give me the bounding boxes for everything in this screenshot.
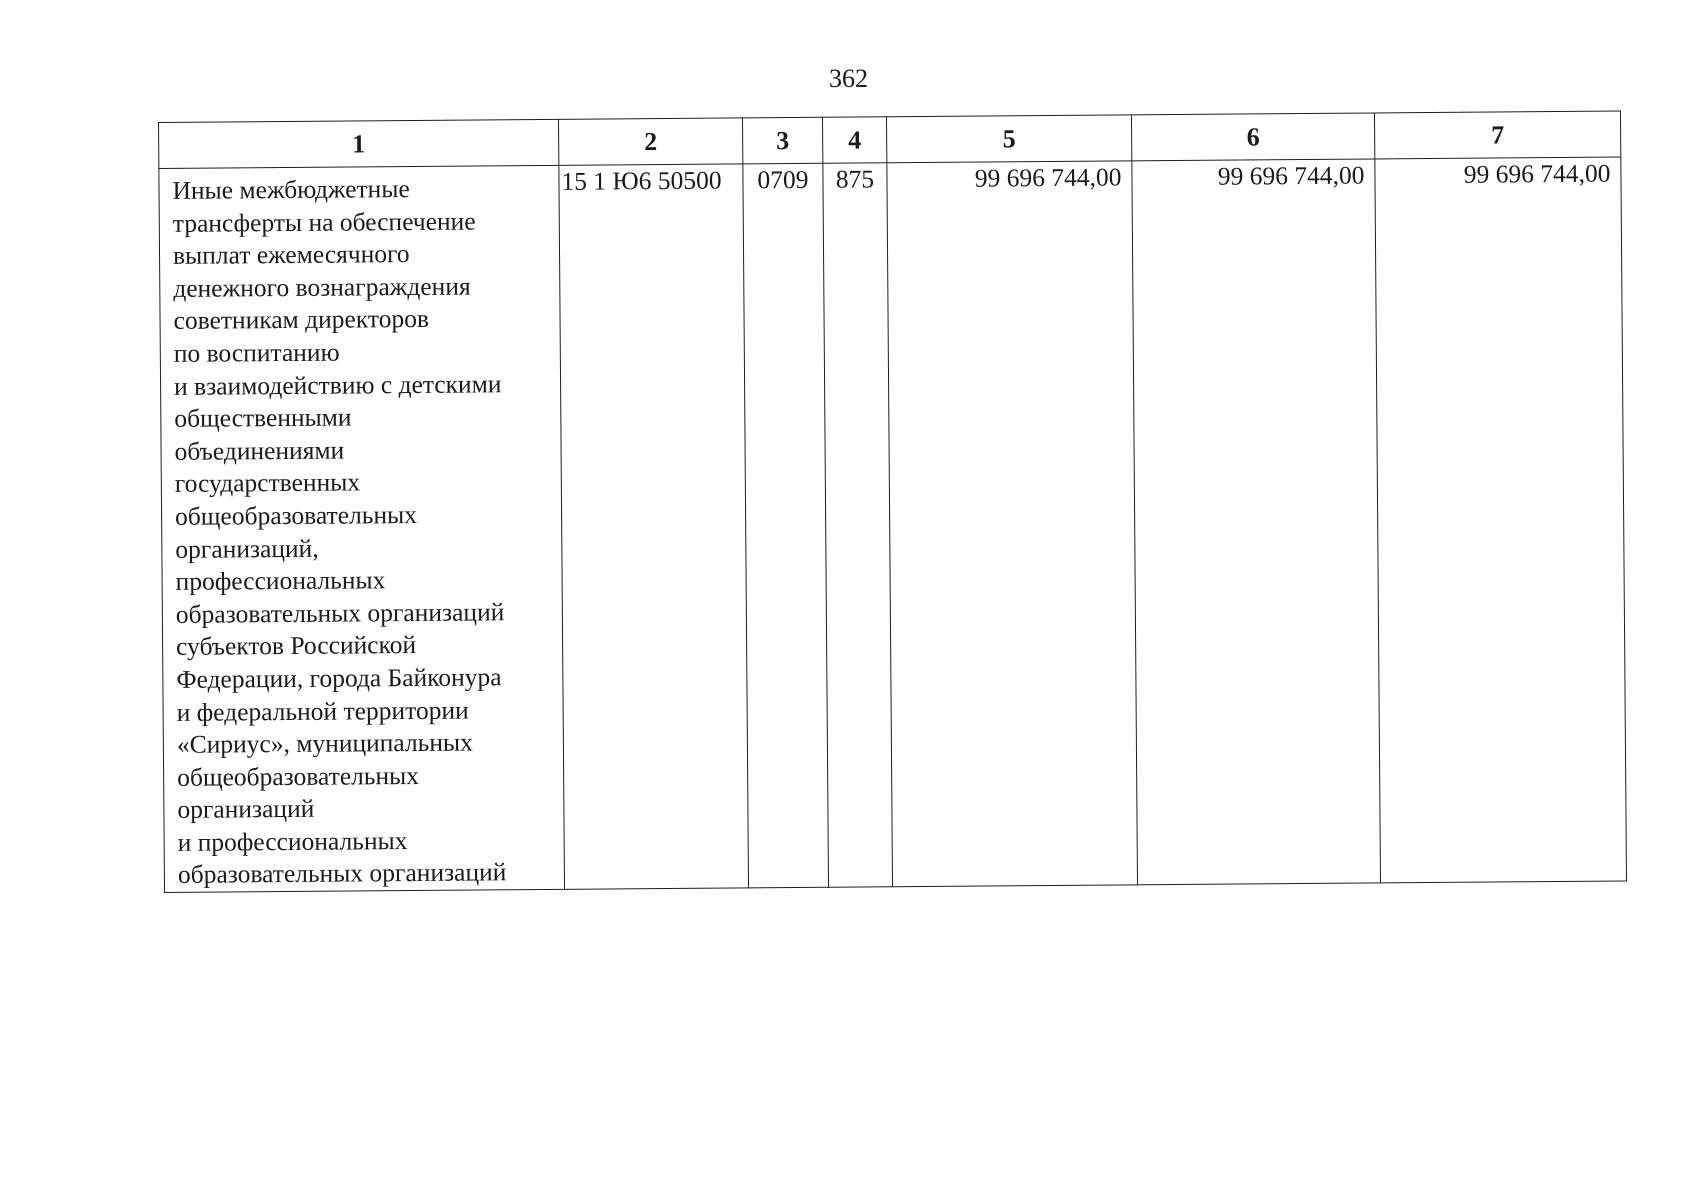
description-line: организаций, [175,533,319,564]
description-line: «Сириус», муниципальных [176,727,473,759]
column-header-1: 1 [159,119,559,168]
section-cell: 0709 [743,163,829,888]
table-row [159,157,1627,893]
description-line: образовательных организаций [175,597,505,629]
description-cell [159,165,565,892]
target-article-cell: 15 1 Ю6 50500 [559,164,749,889]
column-header-6: 6 [1131,113,1374,161]
description-line: государственных [174,467,361,499]
column-header-2: 2 [558,118,742,165]
description-line: трансферты на обеспечение [172,206,476,238]
page-number: 362 [829,64,868,93]
column-header-4: 4 [822,117,886,164]
column-header-3: 3 [742,117,822,164]
description-line: и федеральной территории [176,695,469,727]
amount-cell-7: 99 696 744,00 [1375,157,1627,883]
description-line: организаций [177,794,315,825]
description-line: Федерации, города Байконура [176,662,502,694]
description-line: по воспитанию [173,337,340,368]
description-line: и взаимодействию с детскими [173,368,502,401]
description-line: общеобразовательных [174,499,418,531]
description-line: субъектов Российской [176,630,417,662]
description-line: профессиональных [175,565,386,597]
expense-type-cell: 875 [823,163,893,888]
column-header-7: 7 [1374,111,1620,159]
budget-table [158,111,1627,894]
description-line: советникам директоров [173,304,430,336]
description-line: Иные межбюджетные [172,174,410,205]
description-line: образовательных организаций [177,857,507,890]
description-line: денежного вознаграждения [173,271,471,303]
description-line: общеобразовательных [177,760,420,792]
description-line: выплат ежемесячного [172,239,410,271]
description-line: общественными [174,402,352,434]
description-line: объединениями [174,435,345,466]
description-line: и профессиональных [177,825,408,857]
amount-cell-6: 99 696 744,00 [1132,159,1381,885]
column-header-5: 5 [886,115,1131,163]
amount-cell-5: 99 696 744,00 [887,161,1138,887]
